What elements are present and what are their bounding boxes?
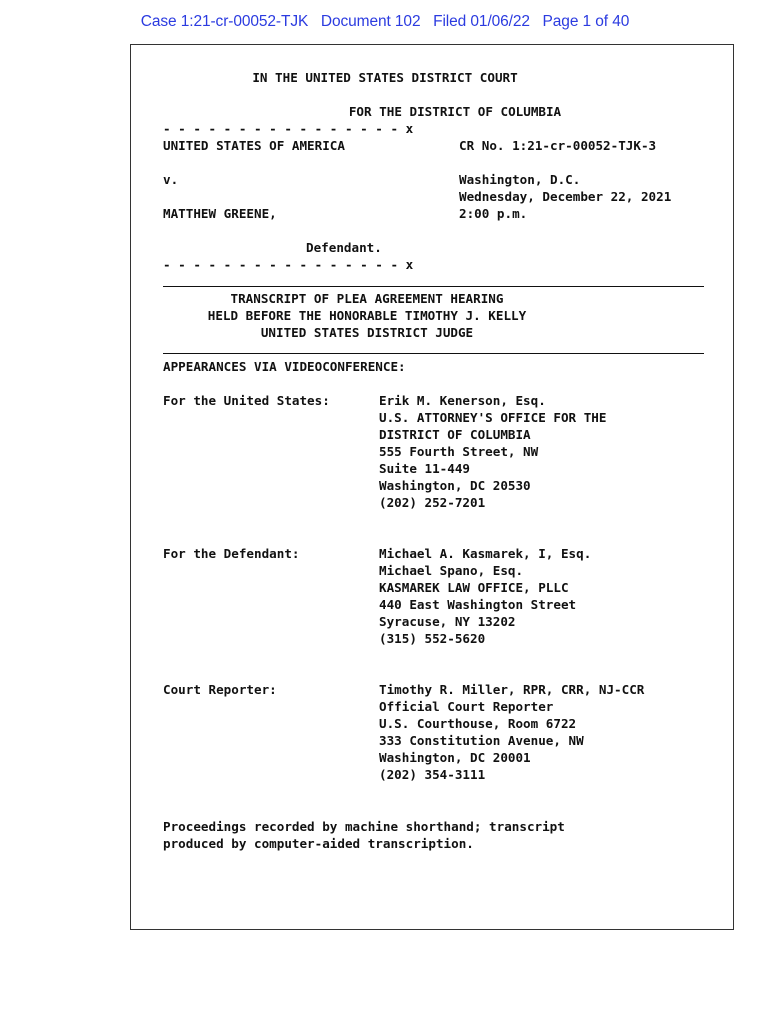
plaintiff-name: UNITED STATES OF AMERICA	[163, 138, 345, 153]
appearance-line: (202) 354-3111	[379, 767, 486, 782]
title-rule-bottom	[163, 353, 704, 354]
appearance-line: DISTRICT OF COLUMBIA	[379, 427, 531, 442]
defendant-name: MATTHEW GREENE,	[163, 206, 277, 221]
appearance-line: Washington, DC 20530	[379, 478, 531, 493]
party-label-defendant: For the Defendant:	[163, 546, 300, 561]
appearance-line: Michael Spano, Esq.	[379, 563, 524, 578]
court-name-line: IN THE UNITED STATES DISTRICT COURT	[252, 70, 518, 85]
hearing-location: Washington, D.C.	[459, 172, 581, 187]
proceedings-note-line2: produced by computer-aided transcription.	[163, 836, 474, 851]
appearance-line: U.S. Courthouse, Room 6722	[379, 716, 577, 731]
appearance-line: U.S. ATTORNEY'S OFFICE FOR THE	[379, 410, 607, 425]
title-rule-top	[163, 286, 704, 287]
appearance-line: Suite 11-449	[379, 461, 470, 476]
district-line: FOR THE DISTRICT OF COLUMBIA	[348, 104, 562, 119]
transcript-title-line2: HELD BEFORE THE HONORABLE TIMOTHY J. KELLY	[207, 308, 527, 323]
appearance-line: Michael A. Kasmarek, I, Esq.	[379, 546, 592, 561]
appearance-line: KASMAREK LAW OFFICE, PLLC	[379, 580, 569, 595]
versus-text: v.	[163, 172, 179, 187]
appearance-line: 333 Constitution Avenue, NW	[379, 733, 584, 748]
appearance-line: 440 East Washington Street	[379, 597, 577, 612]
appearance-line: Erik M. Kenerson, Esq.	[379, 393, 546, 408]
transcript-title-line1: TRANSCRIPT OF PLEA AGREEMENT HEARING	[230, 291, 504, 306]
case-number: CR No. 1:21-cr-00052-TJK-3	[459, 138, 657, 153]
appearance-line: Washington, DC 20001	[379, 750, 531, 765]
hearing-time: 2:00 p.m.	[459, 206, 528, 221]
ecf-filing-header: Case 1:21-cr-00052-TJK Document 102 Filed 01/06/22 Page 1 of 40	[140, 13, 630, 30]
defendant-label: Defendant.	[306, 240, 382, 255]
party-label-united-states: For the United States:	[163, 393, 330, 408]
proceedings-note-line1: Proceedings recorded by machine shorthand; transcript	[163, 819, 565, 834]
appearance-line: (202) 252-7201	[379, 495, 486, 510]
party-label-court-reporter: Court Reporter:	[163, 682, 277, 697]
appearance-line: Official Court Reporter	[379, 699, 554, 714]
appearance-line: 555 Fourth Street, NW	[379, 444, 539, 459]
transcript-title-line3: UNITED STATES DISTRICT JUDGE	[260, 325, 474, 340]
appearances-heading: APPEARANCES VIA VIDEOCONFERENCE:	[163, 359, 406, 374]
caption-dash-line-bottom: - - - - - - - - - - - - - - - - x	[163, 257, 414, 272]
appearance-line: (315) 552-5620	[379, 631, 486, 646]
appearance-line: Syracuse, NY 13202	[379, 614, 516, 629]
hearing-date: Wednesday, December 22, 2021	[459, 189, 672, 204]
appearance-line: Timothy R. Miller, RPR, CRR, NJ-CCR	[379, 682, 645, 697]
caption-dash-line-top: - - - - - - - - - - - - - - - - x	[163, 121, 414, 136]
